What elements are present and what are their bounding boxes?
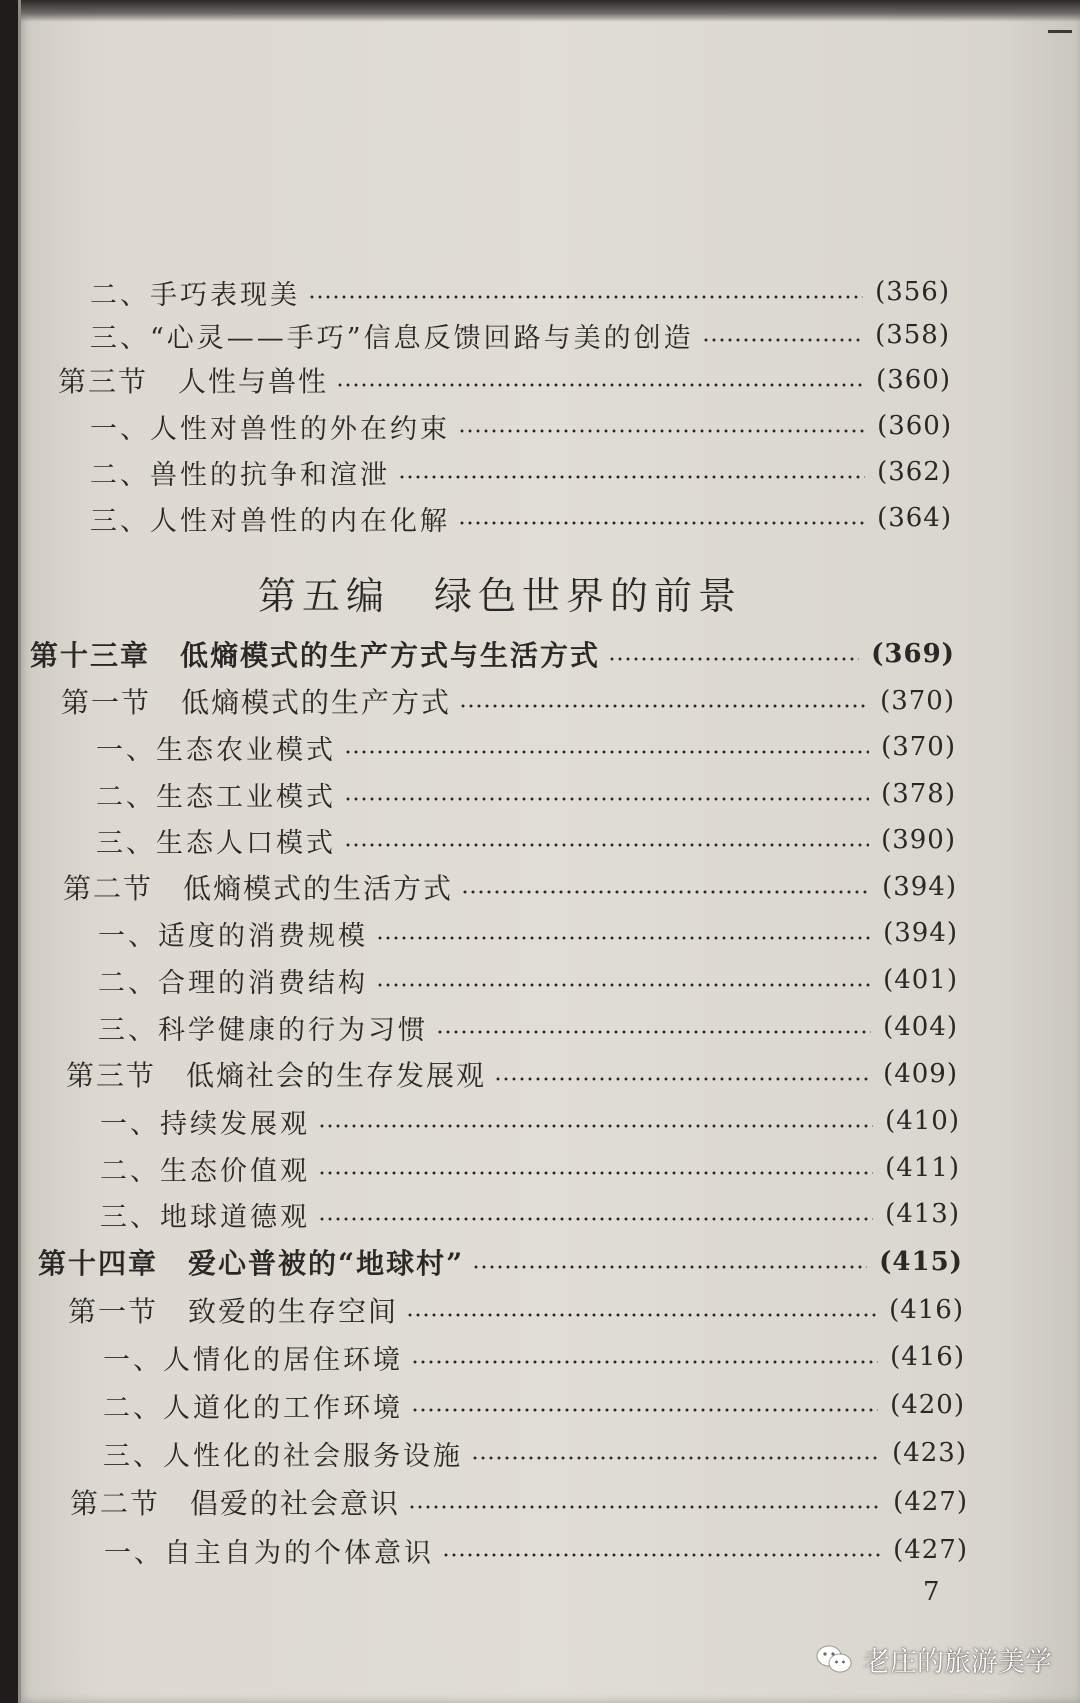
- toc-entry-page: (358): [875, 320, 950, 350]
- toc-entry-page: (370): [880, 686, 955, 716]
- toc-chapter: [38, 1240, 963, 1284]
- dot-leader: [608, 657, 859, 661]
- toc-entry-label: 第二节 倡爱的社会意识: [70, 1487, 401, 1520]
- toc-entry-label: 一、生态农业模式: [96, 734, 336, 766]
- toc-entry: [96, 772, 956, 816]
- toc-section: [68, 1288, 964, 1332]
- toc-entry-page: (420): [890, 1390, 965, 1420]
- toc-entry-page: (409): [883, 1059, 958, 1089]
- dot-leader: [318, 1124, 873, 1128]
- toc-entry-label: 第一节 致爱的生存空间: [68, 1295, 399, 1328]
- dot-leader: [398, 475, 865, 479]
- source-watermark: [815, 1637, 1052, 1681]
- dot-leader: [461, 890, 870, 894]
- toc-entry-page: (394): [883, 918, 958, 948]
- dot-leader: [344, 797, 869, 801]
- toc-entry-label: 第一节 低熵模式的生产方式: [61, 686, 452, 719]
- book-page: [18, 0, 1080, 1703]
- toc-entry: [90, 450, 952, 494]
- toc-entry: [98, 1005, 958, 1049]
- toc-entry-page: (360): [877, 411, 952, 441]
- toc-entry-page: (410): [885, 1106, 960, 1136]
- toc-entry: [90, 270, 950, 314]
- toc-entry: [90, 404, 952, 448]
- toc-entry-label: 二、兽性的抗争和渲泄: [90, 459, 390, 491]
- dot-leader: [411, 1408, 878, 1412]
- toc-entry-page: (362): [877, 457, 952, 487]
- toc-entry-label: 第十四章 爱心普被的“地球村”: [38, 1247, 465, 1280]
- toc-entry-page: (413): [885, 1199, 960, 1229]
- toc-entry-page: (427): [893, 1535, 968, 1565]
- toc-entry-label: 一、自主自为的个体意识: [104, 1537, 434, 1569]
- dot-leader: [442, 1553, 881, 1557]
- toc-entry-label: 第三节 低熵社会的生存发展观: [66, 1059, 487, 1092]
- toc-entry-label: 二、生态价值观: [100, 1155, 310, 1187]
- toc-entry-page: (390): [881, 825, 956, 855]
- toc-entry-label: 一、适度的消费规模: [98, 920, 368, 952]
- toc-section: [66, 1052, 958, 1096]
- toc-entry: [100, 1192, 960, 1236]
- toc-entry-page: (411): [885, 1153, 960, 1183]
- dot-leader: [406, 1313, 877, 1317]
- dot-leader: [318, 1217, 873, 1221]
- toc-entry-page: (415): [879, 1247, 963, 1277]
- toc-entry-page: (404): [883, 1012, 958, 1042]
- watermark-text: 老庄的旅游美学: [863, 1646, 1052, 1678]
- toc-entry-page: (378): [881, 779, 956, 809]
- toc-entry: [104, 1528, 968, 1572]
- toc-entry: [90, 496, 952, 540]
- dot-leader: [494, 1077, 871, 1081]
- dot-leader: [376, 936, 871, 940]
- toc-entry-label: 三、科学健康的行为习惯: [98, 1014, 428, 1046]
- dot-leader: [411, 1360, 878, 1364]
- dot-leader: [344, 750, 869, 754]
- dot-leader: [702, 338, 863, 342]
- toc-entry-label: 三、生态人口模式: [96, 827, 336, 859]
- dot-leader: [408, 1505, 881, 1509]
- toc-entry-label: 第十三章 低熵模式的生产方式与生活方式: [30, 639, 601, 672]
- toc-entry-page: (394): [882, 872, 957, 902]
- toc-entry-label: 二、合理的消费结构: [98, 967, 368, 999]
- page-edge: [18, 0, 21, 1703]
- toc-entry: [96, 818, 956, 862]
- toc-entry-page: (427): [893, 1487, 968, 1517]
- dot-leader: [436, 1030, 871, 1034]
- dot-leader: [472, 1265, 867, 1269]
- toc-entry-label: 二、生态工业模式: [96, 781, 336, 813]
- page-corner-mark: [1048, 30, 1072, 33]
- toc-entry-label: 第三节 人性与兽性: [58, 365, 329, 398]
- dot-leader: [318, 1171, 873, 1175]
- dot-leader: [459, 704, 868, 708]
- toc-entry-label: 三、“心灵——手巧”信息反馈回路与美的创造: [90, 322, 694, 354]
- previous-page-strip: [18, 0, 1080, 22]
- toc-chapter: [30, 632, 955, 676]
- toc-entry-page: (356): [875, 277, 950, 307]
- toc-entry: [100, 1099, 960, 1143]
- toc-section: [61, 679, 955, 723]
- toc-entry: [100, 1146, 960, 1190]
- wechat-icon: [815, 1643, 853, 1675]
- dot-leader: [344, 843, 869, 847]
- toc-entry-label: 一、人性对兽性的外在约束: [90, 413, 450, 445]
- toc-entry-page: (416): [889, 1295, 964, 1325]
- toc-entry-label: 一、人情化的居住环境: [103, 1344, 403, 1376]
- dot-leader: [458, 521, 865, 525]
- toc-entry-label: 三、人性对兽性的内在化解: [90, 505, 450, 537]
- toc-entry: [103, 1383, 965, 1427]
- toc-entry: [90, 313, 950, 357]
- toc-entry-label: 三、地球道德观: [100, 1201, 310, 1233]
- toc-entry-page: (423): [892, 1438, 967, 1468]
- toc-section: [63, 865, 957, 909]
- toc-entry: [96, 725, 956, 769]
- part-heading: 第五编 绿色世界的前景: [258, 574, 743, 618]
- toc-entry: [98, 958, 958, 1002]
- toc-section: [70, 1480, 968, 1524]
- toc-entry: [98, 911, 958, 955]
- dot-leader: [308, 295, 863, 299]
- toc-entry-page: (401): [883, 965, 958, 995]
- dot-leader: [458, 429, 865, 433]
- toc-entry: [103, 1431, 967, 1475]
- toc-entry-page: (360): [876, 365, 951, 395]
- dot-leader: [471, 1456, 880, 1460]
- toc-entry-label: 三、人性化的社会服务设施: [103, 1440, 463, 1472]
- toc-entry: [103, 1335, 965, 1379]
- toc-entry-page: (416): [890, 1342, 965, 1372]
- toc-entry-label: 二、人道化的工作环境: [103, 1392, 403, 1424]
- toc-entry-page: (364): [877, 503, 952, 533]
- page-number: 7: [923, 1577, 940, 1607]
- toc-section: [58, 358, 951, 402]
- toc-entry-page: (370): [881, 732, 956, 762]
- dot-leader: [336, 383, 864, 387]
- toc-entry-label: 第二节 低熵模式的生活方式: [63, 872, 454, 905]
- dot-leader: [376, 983, 871, 987]
- toc-entry-label: 一、持续发展观: [100, 1108, 310, 1140]
- toc-entry-page: (369): [871, 639, 955, 669]
- toc-entry-label: 二、手巧表现美: [90, 279, 300, 311]
